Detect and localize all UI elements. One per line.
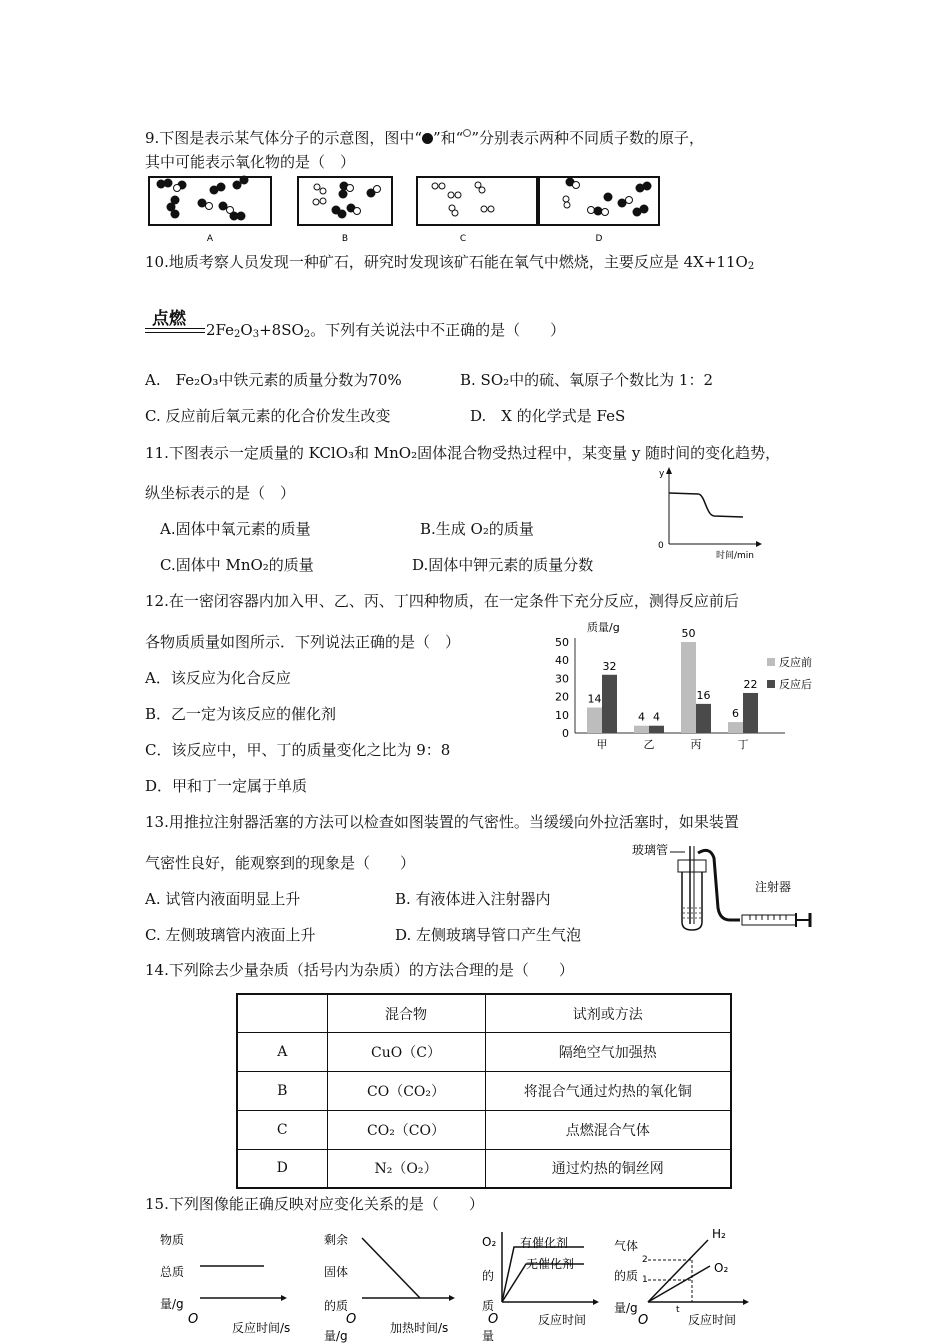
g2-ylabel-3: 的质 [324,1299,349,1313]
q9-text-b: ”和“ [432,129,464,147]
table-header-row [237,994,731,1033]
bar [743,693,758,733]
q10-sub: 2 [747,261,755,272]
box-d-label: D [595,234,603,243]
bar [649,726,664,733]
y-tick-label: 30 [555,672,569,686]
q10-question: 。下列有关说法中不正确的是（ ） [310,321,566,339]
q11-option-d: D.固体中钾元素的质量分数 [412,556,594,574]
g2-xlabel: 加热时间/s [390,1321,449,1335]
box-d [537,177,659,243]
legend-label: 反应后 [779,678,812,691]
bar [696,704,711,733]
q11-option-a: A.固体中氧元素的质量 [160,520,311,538]
data-label: 4 [653,710,660,724]
box-b [298,177,392,243]
q13-apparatus [630,838,820,933]
q14-table [236,993,732,1189]
legend-swatch [767,680,775,688]
y-tick-label: 20 [555,690,569,704]
q15-line1: 15.下列图像能正确反映对应变化关系的是（ ） [145,1195,484,1213]
q15-graph-1 [150,1220,310,1344]
g3-ylabel-2: 的 [482,1269,495,1283]
g4-tick-2: 2 [642,1255,648,1265]
q12-bar-chart [545,615,825,760]
q14-line1: 14.下列除去少量杂质（括号内为杂质）的方法合理的是（ ） [145,961,574,979]
g4-xlabel: 反应时间 [688,1313,737,1327]
box-a-label: A [206,234,214,243]
q13-option-a: A. 试管内液面明显上升 [145,890,301,908]
table-cell: CO（CO₂） [327,1072,485,1111]
q13-option-b: B. 有液体进入注射器内 [395,890,551,908]
g2-origin: O [346,1312,357,1327]
y-axis-title: 质量/g [587,621,620,634]
q10-o: O [240,321,253,339]
g3-no-catalyst-label: 无催化剂 [526,1257,575,1271]
q12-line1: 12.在一密闭容器内加入甲、乙、丙、丁四种物质，在一定条件下充分反应，测得反应前后 [145,592,739,610]
bar [587,708,602,733]
g3-xlabel: 反应时间 [538,1313,587,1327]
q10-option-a: A. Fe₂O₃中铁元素的质量分数为70% [145,371,402,389]
data-label: 4 [638,710,645,724]
q10-so: +8SO [259,321,304,339]
q11-line1: 11.下图表示一定质量的 KClO₃和 MnO₂固体混合物受热过程中，某变量 y 随时间的变化趋势， [145,444,781,462]
q12-line2: 各物质质量如图所示．下列说法正确的是（ ） [145,633,461,651]
box-c-label: C [459,234,467,243]
bar [728,722,743,733]
x-tick-label: 乙 [643,738,655,751]
legend-label: 反应前 [779,656,812,669]
q15-graph-4 [612,1220,762,1344]
g4-o2-label: O₂ [714,1261,729,1275]
q9-text-a: 9.下图是表示某气体分子的示意图，图中“ [145,129,422,147]
y-tick-label: 0 [562,727,569,740]
q13-tube-label: 玻璃管 [632,843,669,857]
q11-option-b: B.生成 O₂的质量 [420,520,534,538]
table-row [237,1033,731,1072]
q9-text-c: ”分别表示两种不同质子数的原子， [471,129,704,147]
q10-text: 10.地质考察人员发现一种矿石，研究时发现该矿石能在氧气中燃烧，主要反应是 4X+11O [145,253,748,271]
table-cell: C [237,1110,327,1149]
q11-graph-xlabel: 时间/min [716,551,755,561]
q10-option-b: B. SO₂中的硫、氧原子个数比为 1：2 [460,371,714,389]
q10-reaction-arrow [145,328,205,333]
table-cell: B [237,1072,327,1111]
q10-condition: 点燃 [152,309,186,329]
g4-ylabel-3: 量/g [614,1301,638,1315]
box-b-label: B [341,234,349,243]
g3-catalyst-label: 有催化剂 [520,1236,569,1250]
q13-option-d: D. 左侧玻璃导管口产生气泡 [395,926,582,944]
q15-graph-2 [318,1220,478,1344]
table-header-cell: 试剂或方法 [485,994,731,1033]
g1-ylabel-2: 总质 [160,1265,185,1279]
g4-tick-1: 1 [642,1275,648,1285]
q11-graph-ylabel: y [659,469,665,479]
box-c [417,177,539,243]
table-cell: D [237,1149,327,1188]
table-cell: A [237,1033,327,1072]
q15-graph-3 [478,1220,613,1344]
q12-option-a: A．该反应为化合反应 [145,669,291,687]
g1-origin: O [188,1312,199,1327]
q11-line2: 纵坐标表示的是（ ） [145,484,296,502]
q11-option-c: C.固体中 MnO₂的质量 [160,556,314,574]
g3-ylabel-4: 量 [482,1329,495,1343]
table-cell: 通过灼热的铜丝网 [485,1149,731,1188]
q10-sub-b: 3 [252,329,260,340]
q13-line2: 气密性良好，能观察到的现象是（ ） [145,854,416,872]
table-cell: N₂（O₂） [327,1149,485,1188]
bar [602,675,617,733]
g1-xlabel: 反应时间/s [232,1321,291,1335]
q10-fe: 2Fe [206,321,235,339]
data-label: 32 [602,659,617,673]
box-a [149,176,271,244]
g4-ylabel-1: 气体 [614,1239,639,1253]
g3-origin: O [488,1312,499,1327]
g2-ylabel-2: 固体 [324,1265,349,1279]
data-label: 14 [587,692,602,706]
table-cell: CuO（C） [327,1033,485,1072]
g4-h2-label: H₂ [712,1227,726,1241]
q9-molecule-figure [146,175,666,243]
bar [634,726,649,733]
data-label: 22 [743,677,758,691]
q13-line1: 13.用推拉注射器活塞的方法可以检查如图装置的气密性。当缓缓向外拉活塞时，如果装置 [145,813,739,831]
x-tick-label: 甲 [596,738,608,751]
y-tick-label: 10 [555,708,569,722]
q9-line2: 其中可能表示氧化物的是（ ） [145,153,356,171]
y-tick-label: 50 [555,636,569,649]
q11-graph-origin: 0 [658,541,664,551]
q10-sub-a: 2 [234,329,241,340]
table-header-cell [237,994,327,1033]
g4-ylabel-2: 的质 [614,1269,639,1283]
g4-origin: O [638,1313,649,1328]
table-cell: 将混合气通过灼热的氧化铜 [485,1072,731,1111]
g2-ylabel-4: 量/g [324,1329,348,1343]
bar [681,642,696,733]
g1-ylabel-1: 物质 [160,1233,185,1247]
g2-ylabel-1: 剩余 [324,1233,349,1247]
table-cell: CO₂（CO） [327,1110,485,1149]
g4-tick-t: t [676,1305,680,1315]
data-label: 6 [732,707,739,721]
q10-line2 [206,320,565,345]
q9-line1 [145,128,704,148]
x-tick-label: 丁 [737,738,749,751]
table-header-cell: 混合物 [327,994,485,1033]
g3-ylabel-3: 质 [482,1299,495,1313]
table-row [237,1149,731,1188]
g1-ylabel-3: 量/g [160,1297,184,1311]
q12-option-c: C．该反应中，甲、丁的质量变化之比为 9：8 [145,741,451,759]
q12-option-b: B．乙一定为该反应的催化剂 [145,705,337,723]
g3-ylabel-1: O₂ [482,1235,497,1249]
table-cell: 点燃混合气体 [485,1110,731,1149]
q10-option-c: C. 反应前后氧元素的化合价发生改变 [145,407,391,425]
q10-line1 [145,252,754,277]
q10-option-d: D. X 的化学式是 FeS [470,407,626,425]
q13-syringe-label: 注射器 [755,880,792,894]
q11-graph [650,462,770,562]
filled-circle-icon [422,133,433,144]
q12-option-d: D．甲和丁一定属于单质 [145,777,308,795]
data-label: 16 [696,688,711,702]
table-row [237,1110,731,1149]
table-row [237,1072,731,1111]
x-tick-label: 丙 [690,738,702,751]
table-cell: 隔绝空气加强热 [485,1033,731,1072]
y-tick-label: 40 [555,654,569,668]
data-label: 50 [681,627,696,640]
legend-swatch [767,658,775,666]
q13-option-c: C. 左侧玻璃管内液面上升 [145,926,316,944]
q10-sub-c: 2 [303,329,311,340]
